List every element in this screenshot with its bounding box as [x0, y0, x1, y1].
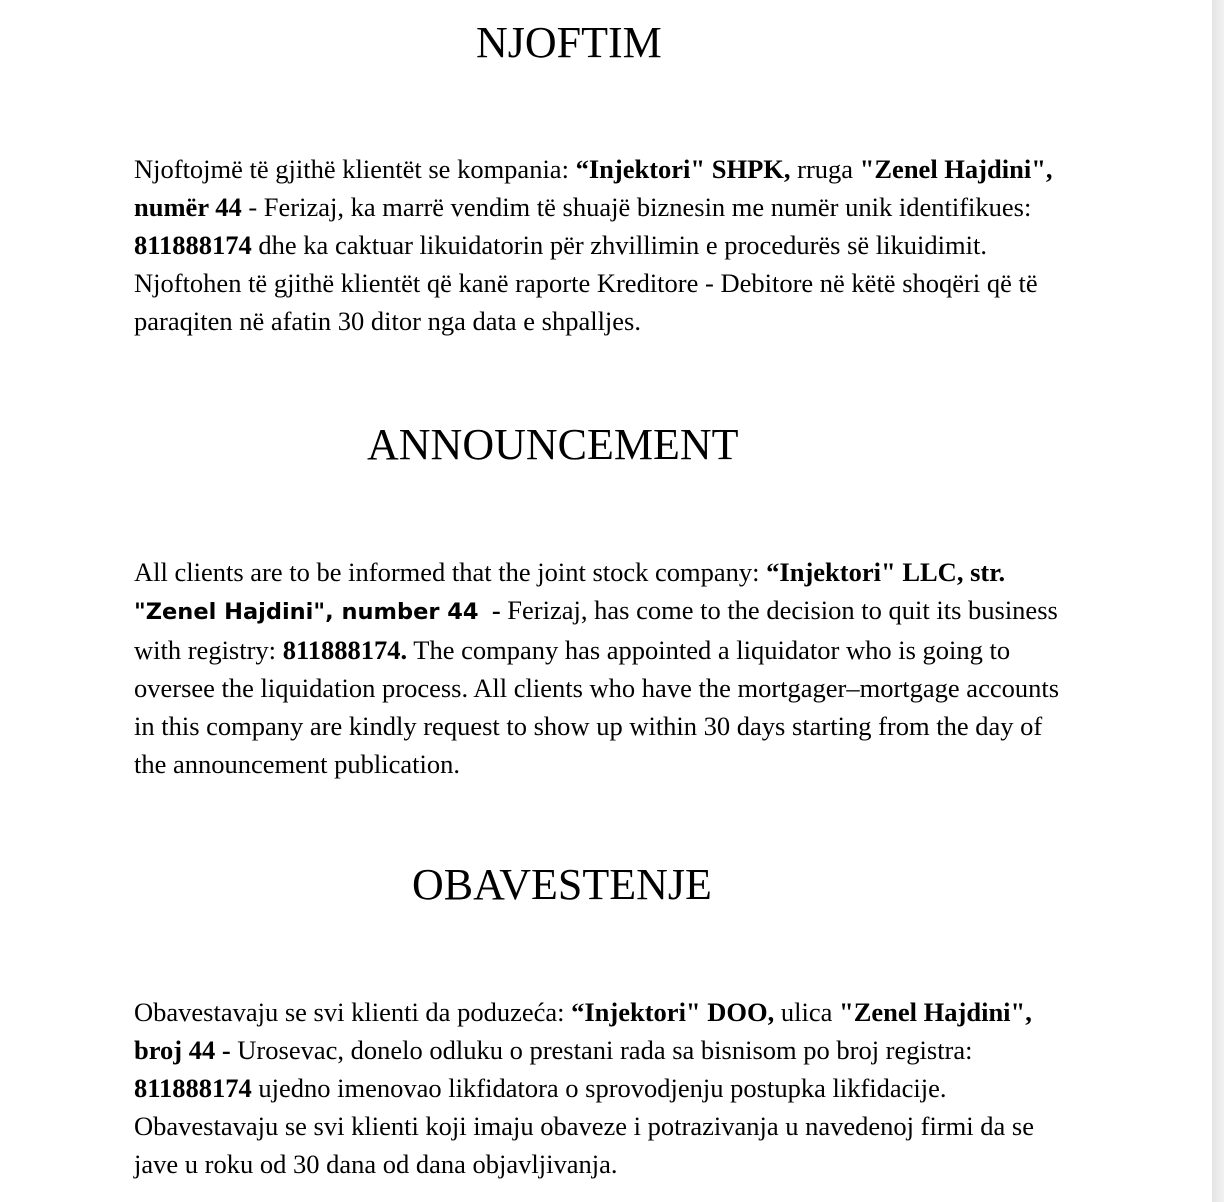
paragraph-text: ulica [774, 997, 840, 1027]
paragraph-text: Ferizaj, has come to the decision to quit its business with registry: [134, 595, 1058, 665]
street-address: "Zenel Hajdini", number 44 [134, 599, 479, 625]
paragraph-albanian [134, 150, 1074, 340]
paragraph-english [134, 553, 1074, 783]
street-address: "Zenel Hajdini", numër 44 [134, 154, 1053, 222]
registry-number: 811888174. [282, 635, 408, 665]
heading-njoftim: NJOFTIM [476, 18, 662, 67]
registry-number: 811888174 [134, 1073, 252, 1103]
paragraph-text: The company has appointed a liquidator who is going to oversee the liquidation process. All clients who have the mortgager–mortgage accounts in this company are kindly request to show up within 30 days starting from the day of the announcement publication. [134, 635, 1060, 779]
heading-obavestenje: OBAVESTENJE [412, 860, 712, 909]
street-address: "Zenel Hajdini", broj 44 - [134, 997, 1032, 1065]
heading-announcement: ANNOUNCEMENT [367, 420, 739, 469]
paragraph-text: Obavestavaju se svi klienti da poduzeća: [134, 997, 572, 1027]
page-gutter [1212, 0, 1224, 1202]
company-name: “Injektori" LLC, str. [766, 557, 1006, 587]
paragraph-text: ujedno imenovao likfidatora o sprovodjenju postupka likfidacije. Obavestavaju se svi klienti koji imaju obaveze i potrazivanja u navedenoj firmi da se jave u roku od 30 dana od dana objavljivanja. [134, 1073, 1034, 1179]
address-dash: - [485, 595, 501, 625]
registry-number: 811888174 [134, 230, 252, 260]
paragraph-text: rruga [790, 154, 860, 184]
paragraph-serbian [134, 993, 1074, 1183]
paragraph-text: Urosevac, donelo odluku o prestani rada sa bisnisom po broj registra: [230, 1035, 973, 1065]
paragraph-text: All clients are to be informed that the joint stock company: [134, 557, 767, 587]
paragraph-text: dhe ka caktuar likuidatorin për zhvillimin e procedurës së likuidimit. Njoftohen të gjithë klientët që kanë raporte Kreditore - Debitore në këtë shoqëri që të paraqiten në afatin 30 ditor nga data e shpalljes. [134, 230, 1038, 336]
paragraph-text: - Ferizaj, ka marrë vendim të shuajë biznesin me numër unik identifikues: [241, 192, 1032, 222]
paragraph-text: Njoftojmë të gjithë klientët se kompania: [134, 154, 576, 184]
company-name: “Injektori" DOO, [571, 997, 775, 1027]
company-name: “Injektori" SHPK, [575, 154, 791, 184]
